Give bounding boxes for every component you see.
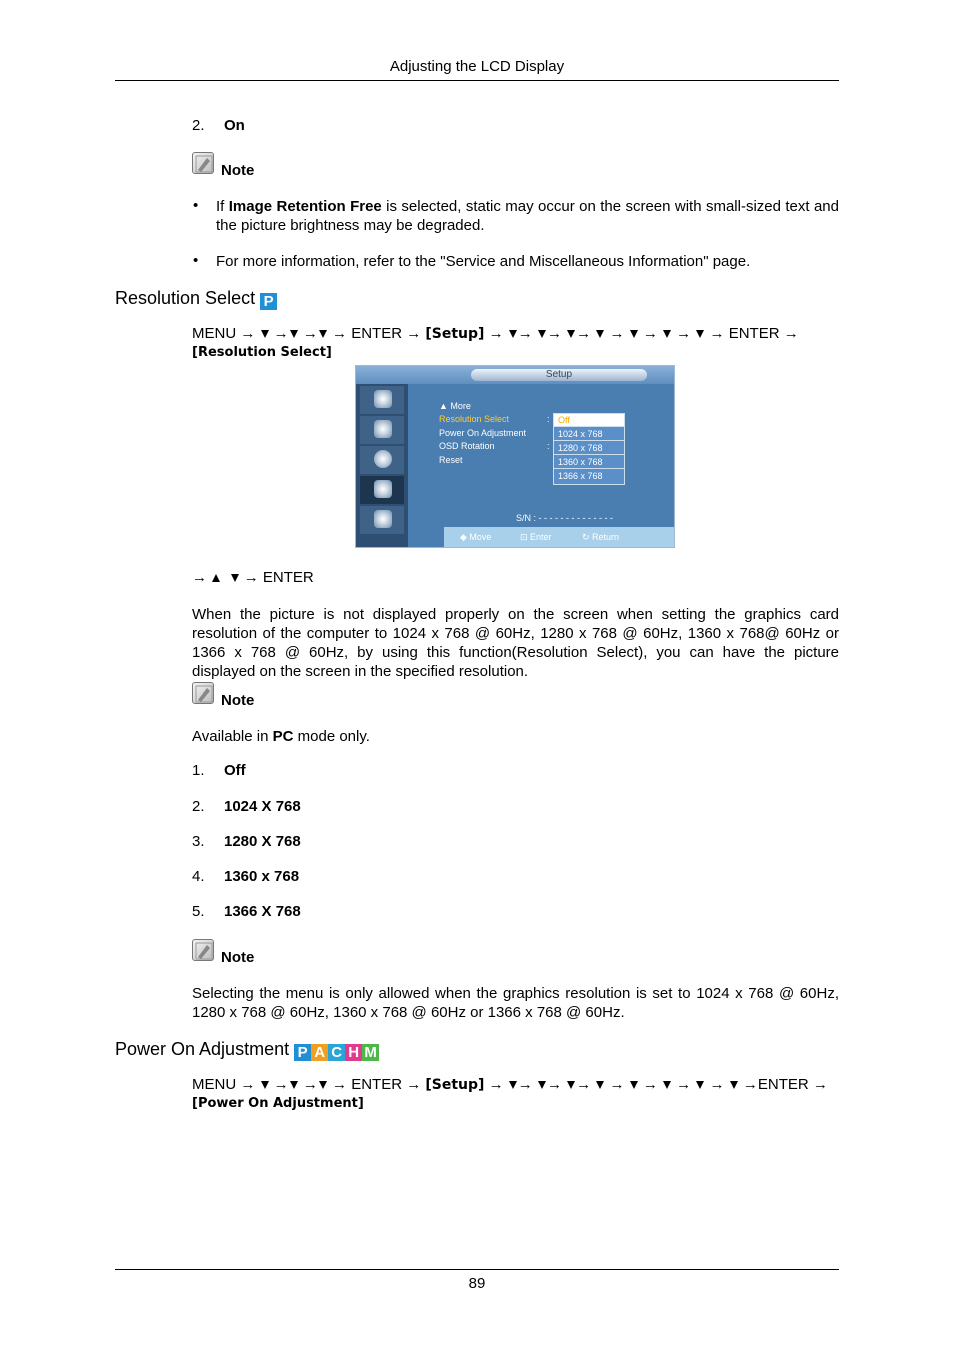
menu-path-power-on: MENU → → → → ENTER → [Setup] → → → → → → → → →ENTER → — [192, 1076, 828, 1093]
page-header: Adjusting the LCD Display — [389, 58, 565, 75]
header-rule — [115, 80, 839, 81]
osd-item: OSD Rotation — [439, 441, 495, 451]
osd-dropdown-item: Off — [554, 414, 624, 427]
bullet-marker: • — [193, 197, 199, 214]
note-icon — [192, 939, 214, 961]
note-label: Note — [221, 692, 255, 709]
note-text-graphics-resolution: Selecting the menu is only allowed when the graphics resolution is set to 1024 x 768 @ 60Hz, 1280 x 768 @ 60Hz, 1360 x 768 @ 60Hz or 1366 x 768 @ 60Hz. — [192, 985, 839, 1021]
osd-more: ▲ More — [439, 401, 471, 411]
osd-dropdown — [553, 413, 625, 485]
osd-sidebar — [356, 384, 408, 548]
list-item-label: Off — [224, 762, 246, 779]
bullet-marker: • — [193, 252, 199, 269]
osd-dropdown-item: 1024 x 768 — [554, 428, 624, 441]
section-title-resolution-select: Resolution Select P — [115, 288, 277, 310]
osd-footer-return: ↻ Return — [582, 532, 620, 542]
list-item-label: 1024 X 768 — [224, 798, 301, 815]
osd-title-bar — [356, 366, 674, 384]
sound-menu-icon — [360, 416, 404, 444]
note-text-image-retention: If Image Retention Free is selected, static may occur on the screen with small-sized text and the picture brightness may be degraded. — [216, 198, 839, 234]
osd-footer — [444, 527, 675, 548]
menu-target: [Power On Adjustment] — [192, 1096, 364, 1111]
menu-path-after: → → ENTER — [192, 569, 314, 586]
osd-title: Setup — [471, 369, 647, 381]
list-number: 1. — [192, 762, 205, 779]
list-number: 2. — [192, 798, 205, 815]
list-item-label: 1366 X 768 — [224, 903, 301, 920]
section-title-power-on-adjustment: Power On Adjustment P A C H M — [115, 1039, 379, 1061]
list-item-label: 1360 x 768 — [224, 868, 300, 885]
list-item-label: On — [224, 117, 245, 134]
note-text-more-info: For more information, refer to the "Service and Miscellaneous Information" page. — [216, 253, 751, 270]
osd-dropdown-item: 1360 x 768 — [554, 456, 624, 469]
note-icon — [192, 152, 214, 174]
osd-item: Reset — [439, 455, 463, 465]
mode-badges — [294, 1039, 379, 1061]
note-icon — [192, 682, 214, 704]
note-label: Note — [221, 949, 255, 966]
osd-footer-enter: ⊡ Enter — [520, 532, 552, 542]
page-number: 89 — [468, 1275, 486, 1292]
osd-dropdown-item: 1280 x 768 — [554, 442, 624, 455]
mode-badge-p: P — [294, 1044, 311, 1061]
menu-target: [Resolution Select] — [192, 345, 332, 360]
osd-item: Resolution Select — [439, 414, 510, 424]
audio-menu-icon — [360, 446, 404, 474]
note-label: Note — [221, 162, 255, 179]
footer-rule — [115, 1269, 839, 1270]
resolution-select-description: When the picture is not displayed properly on the screen when setting the graphics card resolution of the computer to 1024 x 768 @ 60Hz, 1280 x 768 @ 60Hz, 1360 x 768@ 60Hz or 1366 x 768 @ 60Hz, by using this function(Resolution Select), you can have the picture displayed on the screen in the specified resolution. — [192, 606, 839, 680]
osd-screenshot: Setup ▲ More Resolution Select Power On Adjustment OSD Rotation Reset : : Off 1024 x 768 1280 x 768 1360 x 768 1366 x 768 S/N : - - - - - - - - - - - - - - ◆ Move ⊡ Enter ↻ Return — [355, 365, 675, 548]
osd-serial: S/N : - - - - - - - - - - - - - - — [516, 513, 613, 523]
mode-badge-c: C — [328, 1044, 345, 1061]
osd-dropdown-item: 1366 x 768 — [558, 471, 603, 481]
mode-badge-a: A — [311, 1044, 328, 1061]
input-menu-icon — [360, 506, 404, 534]
osd-footer-move: ◆ Move — [460, 532, 492, 542]
list-number: 4. — [192, 868, 205, 885]
list-number: 3. — [192, 833, 205, 850]
menu-path: MENU → → → → ENTER → [Setup] → → → → → → → → ENTER → — [192, 325, 799, 342]
list-item-label: 1280 X 768 — [224, 833, 301, 850]
list-number: 2. — [192, 117, 205, 134]
mode-badge-h: H — [345, 1044, 362, 1061]
mode-badge-m: M — [362, 1044, 379, 1061]
osd-item: Power On Adjustment — [439, 428, 527, 438]
availability-text: Available in PC mode only. — [192, 728, 370, 745]
setup-menu-icon — [360, 476, 404, 504]
list-number: 5. — [192, 903, 205, 920]
mode-badge-pc: P — [260, 293, 277, 310]
picture-menu-icon — [360, 386, 404, 414]
